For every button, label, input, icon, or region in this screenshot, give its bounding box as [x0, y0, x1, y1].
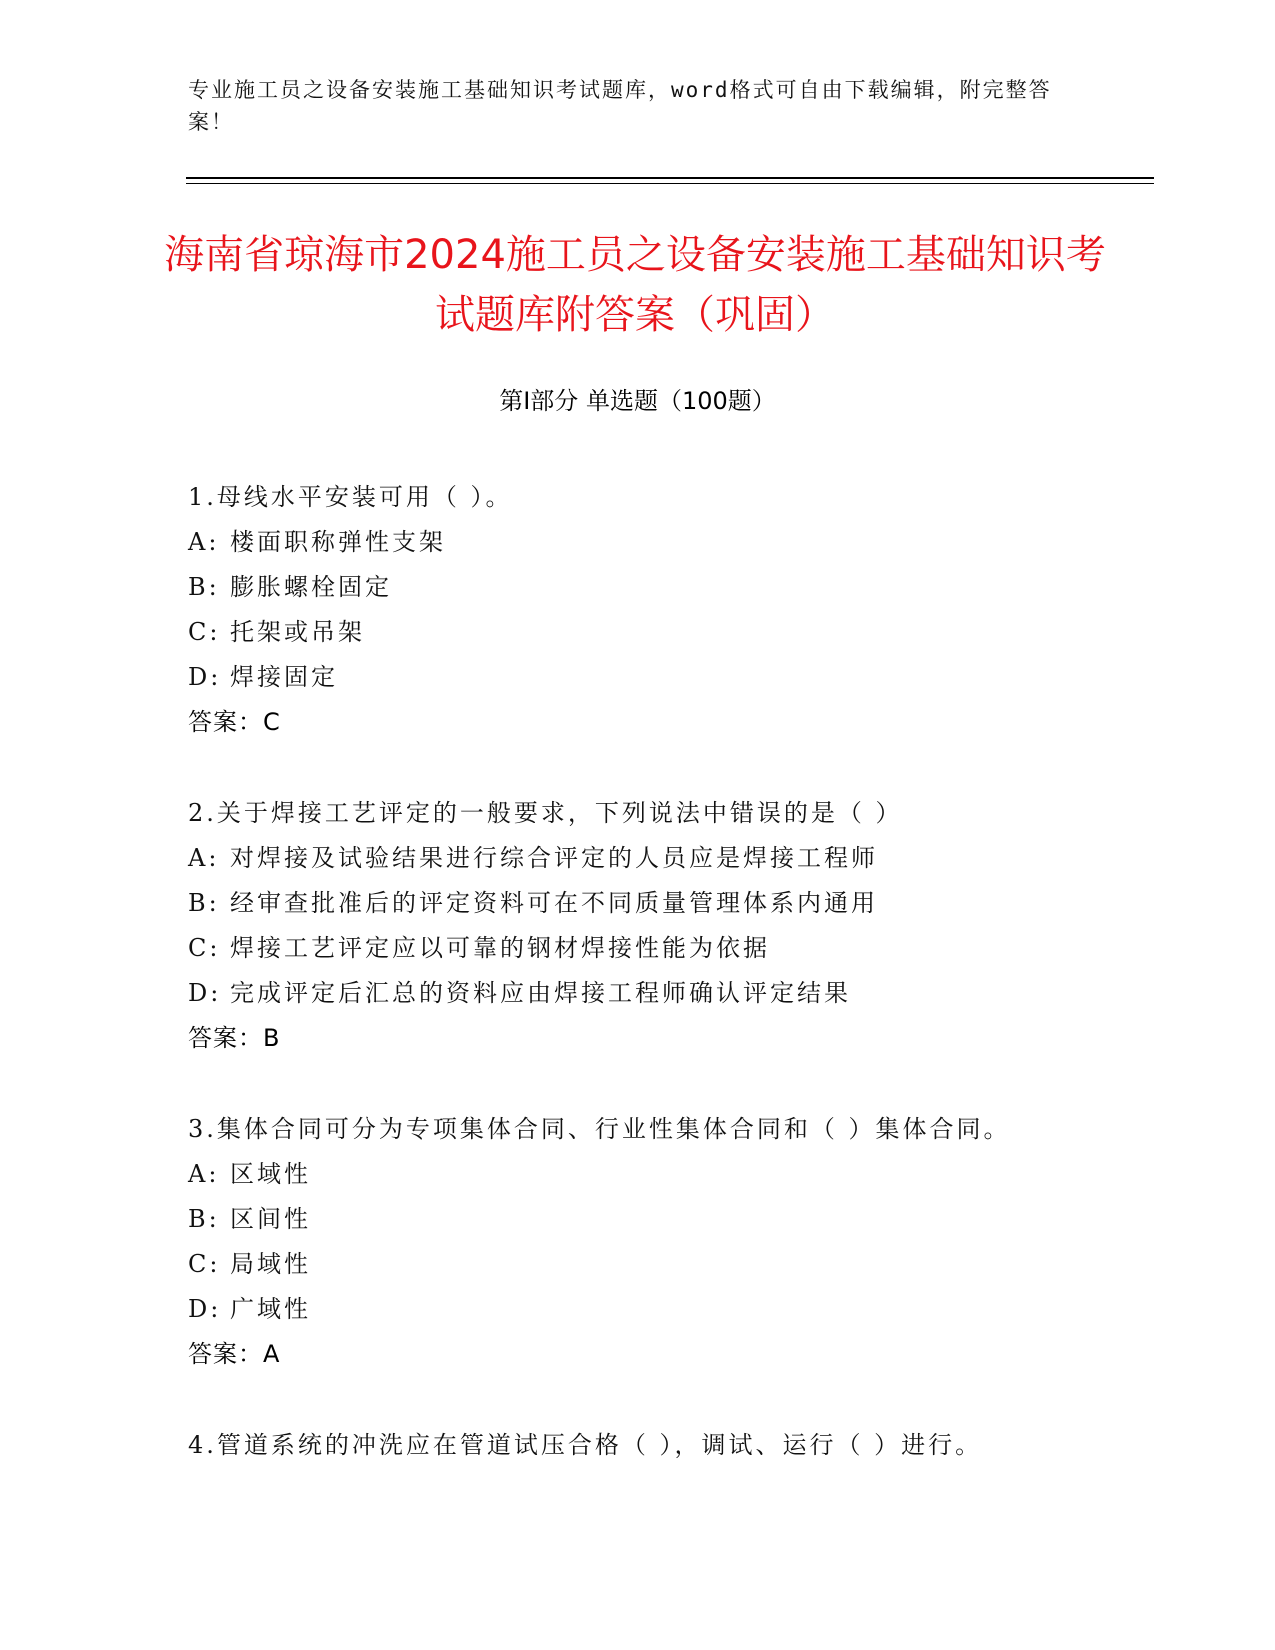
option-text: 完成评定后汇总的资料应由焊接工程师确认评定结果: [230, 979, 851, 1007]
option-d: [188, 1287, 1148, 1332]
option-text: 经审查批准后的评定资料可在不同质量管理体系内通用: [230, 889, 878, 917]
option-c: [188, 1242, 1148, 1287]
option-text: 焊接固定: [230, 663, 338, 691]
option-b: [188, 565, 1148, 610]
option-b: [188, 1197, 1148, 1242]
header-note: 专业施工员之设备安装施工基础知识考试题库，word格式可自由下载编辑，附完整答案！: [188, 78, 1052, 134]
option-a: [188, 836, 1148, 881]
option-letter: B:: [188, 889, 220, 917]
option-letter: D:: [188, 663, 222, 691]
option-letter: A:: [188, 528, 220, 556]
option-text: 对焊接及试验结果进行综合评定的人员应是焊接工程师: [230, 844, 878, 872]
option-letter: C:: [188, 618, 221, 646]
question-4: [188, 1423, 1148, 1468]
answer-line: 答案：C: [188, 708, 281, 736]
option-letter: B:: [188, 573, 220, 601]
option-text: 局域性: [230, 1250, 311, 1278]
question-1: [188, 475, 1148, 745]
option-letter: C:: [188, 1250, 221, 1278]
header-divider-thick: [186, 177, 1154, 179]
option-letter: C:: [188, 934, 221, 962]
option-text: 楼面职称弹性支架: [230, 528, 446, 556]
section-title: 第Ⅰ部分 单选题（100题）: [499, 387, 776, 415]
question-list: [188, 475, 1148, 1514]
option-a: [188, 1152, 1148, 1197]
option-text: 区间性: [230, 1205, 311, 1233]
header-divider-thin: [186, 183, 1154, 184]
option-text: 广域性: [230, 1295, 311, 1323]
option-c: [188, 610, 1148, 655]
option-letter: D:: [188, 979, 222, 1007]
option-c: [188, 926, 1148, 971]
option-d: [188, 971, 1148, 1016]
option-d: [188, 655, 1148, 700]
option-text: 托架或吊架: [230, 618, 365, 646]
option-letter: A:: [188, 1160, 220, 1188]
option-b: [188, 881, 1148, 926]
option-text: 焊接工艺评定应以可靠的钢材焊接性能为依据: [230, 934, 770, 962]
option-a: [188, 520, 1148, 565]
option-letter: A:: [188, 844, 220, 872]
option-text: 膨胀螺栓固定: [230, 573, 392, 601]
option-letter: B:: [188, 1205, 220, 1233]
question-stem: 2.关于焊接工艺评定的一般要求，下列说法中错误的是（ ）: [188, 799, 903, 827]
option-letter: D:: [188, 1295, 222, 1323]
answer-line: 答案：A: [188, 1340, 281, 1368]
question-2: [188, 791, 1148, 1061]
answer-line: 答案：B: [188, 1024, 281, 1052]
question-3: [188, 1107, 1148, 1377]
question-stem: 1.母线水平安装可用（ ）。: [188, 483, 513, 511]
document-title: 海南省琼海市2024施工员之设备安装施工基础知识考试题库附答案（巩固）: [164, 232, 1106, 338]
option-text: 区域性: [230, 1160, 311, 1188]
question-stem: 4.管道系统的冲洗应在管道试压合格（ ），调试、运行（ ）进行。: [188, 1431, 983, 1459]
question-stem: 3.集体合同可分为专项集体合同、行业性集体合同和（ ）集体合同。: [188, 1115, 1011, 1143]
